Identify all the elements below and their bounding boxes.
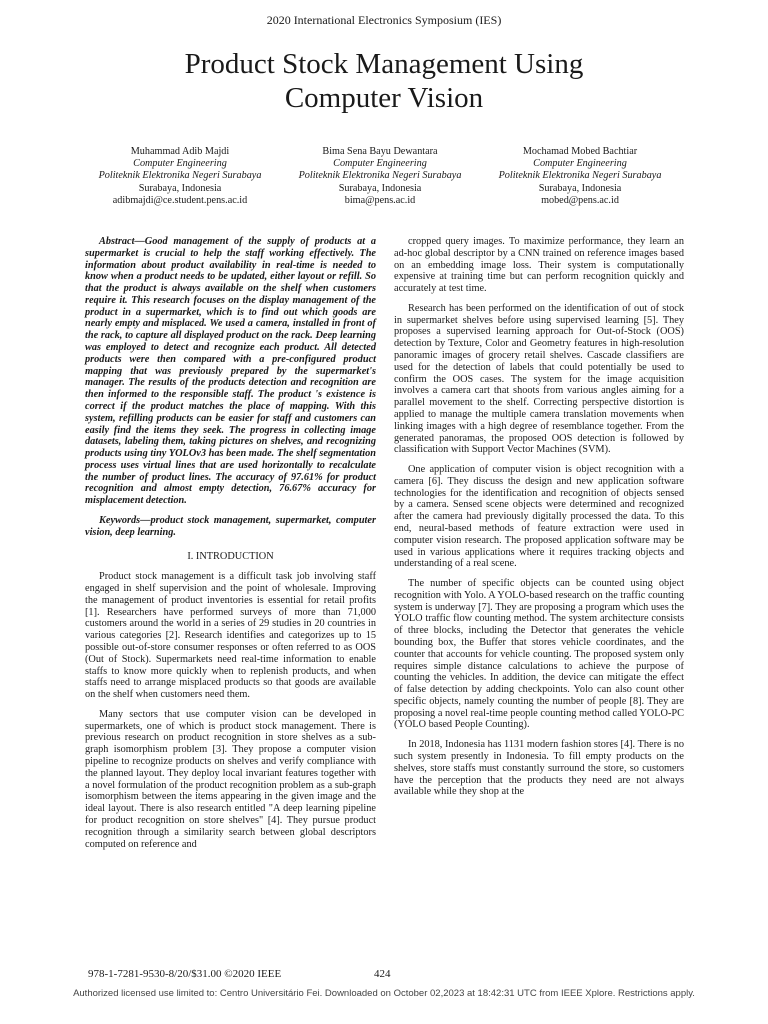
paragraph: One application of computer vision is object recognition with a camera [6]. They discuss the design and new application software technologies for the identification and recognition of objects sensed by a camera. Sensed scene objects were determined and recognized after the camera had previously digitally processed the data. To this end, neural-based methods of feature extraction were used in computer vision research. The proposed application software may be used in various applications where it requires tracking objects and understanding of a real scene.: [394, 464, 684, 570]
keywords: Keywords—product stock management, supermarket, computer vision, deep learning.: [85, 514, 376, 538]
abstract: Abstract—Good management of the supply of products at a supermarket is crucial to help the staff working effectively. The information about product availability in real-time is needed to know when a product needs to be updated, either layout or refill. So that the product is always available on the shelf when customers require it. This research focuses on the display management of the product in a supermarket, which is to find out which goods are nearly empty and misplaced. We used a camera, installed in front of the rack, to capture all displayed product on the rack. Deep learning was employed to detect and recognize each product. All detected products were then compared with a pre-configured product mapping that was previously prepared by the supermarket's manager. The results of the products detection and recognition are then informed to the responsible staff. The product 's existence is correct if the product matches the place of mapping. With this system, refilling products can be easier for staff and customers can easily find the items they seek. The progress in collecting image datasets, labeling them, taking pictures on shelves, and recognizing products using tiny YOLOv3 has been made. The shelf segmentation process uses virtual lines that are used horizontally to recalculate the number of product lines. The accuracy of 97.61% for product recognition and almost empty detection, 76.67% accuracy for misplacement detection.: [85, 236, 376, 507]
right-column: [394, 236, 684, 798]
author-email: bima@pens.ac.id: [344, 194, 416, 206]
paragraph: Product stock management is a difficult task job involving staff engaged in shelf supervision and the point of wholesale. Improving the management of product inventories is essential for retail profits [1]. Researchers have performed surveys of more than 71,000 customers around the world in a series of 29 studies in 20 countries in various categories [2]. Research identifies and categorizes up to 15 possible out-of-store consumer responses or often referred to as OOS (Out of Stock). Supermarkets need real-time information to enable staffs to know more quickly when to replenish products, and when staffs need to arrange misplaced products so that goods are available on the shelf when customers need them.: [85, 571, 376, 701]
title-line-1: Product Stock Management Using: [184, 48, 584, 80]
author-email: mobed@pens.ac.id: [541, 194, 619, 206]
author-block: [80, 146, 680, 207]
left-column: [85, 236, 376, 850]
paragraph: The number of specific objects can be counted using object recognition with Yolo. A YOLO-based research on the traffic counting system is underway [7]. They are proposing a program which uses the YOLO traffic flow counting method. The system architecture consists of three blocks, including the Detector that generates the vehicle bounding box, the Buffer that stores vehicle coordinates, and the counter that accounts for vehicle counting. The proposed system only requires simple distance calculations to achieve the purpose of counting the vehicles. In addition, the device can mitigate the effect of false detection by adding checkpoints. Yolo can also count other specific objects, namely counting the number of people [8]. They are proposing a novel real-time people counting method called YOLO-PC (YOLO based People Counting).: [394, 578, 684, 731]
conference-header: 2020 International Electronics Symposium (IES): [266, 13, 502, 27]
author-3: [480, 146, 680, 207]
paragraph: Many sectors that use computer vision can be developed in supermarkets, one of which is product stock management. There is previous research on product recognition in store shelves as a sub-graph isomorphism problem [3]. They propose a computer vision pipeline to recognize products on shelves and verify compliance with the planned layout. They deploy local invariant features together with a novel formulation of the product recognition problem as a sub-graph isomorphism between the items appearing in the given image and the ideal layout. There is also research entitled "A deep learning pipeline for product recognition on store shelves" [4]. They pursue product recognition through a similarity search between global descriptors computed on reference and: [85, 708, 376, 850]
author-city: Surabaya, Indonesia: [138, 182, 222, 194]
page-number: 424: [374, 968, 391, 980]
paragraph: cropped query images. To maximize performance, they learn an ad-hoc global descriptor by a CNN trained on reference images based on an embedding image loss. Their system is computationally expensive at training time but can perform recognition quickly and accurately at test time.: [394, 236, 684, 295]
author-2: [280, 146, 480, 207]
section-heading: I. INTRODUCTION: [187, 550, 274, 562]
license-notice: Authorized licensed use limited to: Centro Universitário Fei. Downloaded on October 02,2023 at 18:42:31 UTC from IEEE Xplore. Restrictions apply.: [73, 988, 695, 999]
author-name: Muhammad Adib Majdi: [130, 146, 230, 157]
title-line-2: Computer Vision: [284, 82, 484, 114]
author-institution: Politeknik Elektronika Negeri Surabaya: [498, 170, 662, 182]
paragraph: In 2018, Indonesia has 1131 modern fashion stores [4]. There is no such system presently in Indonesia. To fill empty products on the shelves, store staffs must constantly surround the store, so customers have the perception that the products they need are not always available while they shop at the: [394, 739, 684, 798]
author-dept: Computer Engineering: [333, 158, 427, 170]
author-1: [80, 146, 280, 207]
paragraph: Research has been performed on the identification of out of stock in supermarket shelves before using supervised learning [5]. They proposes a supervised learning approach for Out-of-Stock (OOS) detection by Texture, Color and Geometry features in high-resolution panoramic images of grocery retail shelves. Cascade classifiers are used for the detection of labels that could potentially be used to confirm the OOS cases. The system for the image acquisition involves a camera cart that shoots from various angles aiming for a parallel movement to the shelf. Correcting perspective distortion is applied to manage the multiple camera translation movements when linking images with a high degree of resemblance together. From the generated panoramas, the proposed OOS detection is followed by classification with Support Vector Machines (SVM).: [394, 302, 684, 456]
author-city: Surabaya, Indonesia: [338, 182, 422, 194]
author-dept: Computer Engineering: [533, 158, 627, 170]
author-email: adibmajdi@ce.student.pens.ac.id: [112, 194, 248, 206]
author-city: Surabaya, Indonesia: [538, 182, 622, 194]
footer-isbn: 978-1-7281-9530-8/20/$31.00 ©2020 IEEE: [88, 968, 282, 980]
author-institution: Politeknik Elektronika Negeri Surabaya: [98, 170, 262, 182]
author-dept: Computer Engineering: [133, 158, 227, 170]
author-name: Mochamad Mobed Bachtiar: [522, 146, 638, 157]
author-institution: Politeknik Elektronika Negeri Surabaya: [298, 170, 462, 182]
paper-title: [0, 47, 768, 115]
author-name: Bima Sena Bayu Dewantara: [322, 146, 438, 157]
